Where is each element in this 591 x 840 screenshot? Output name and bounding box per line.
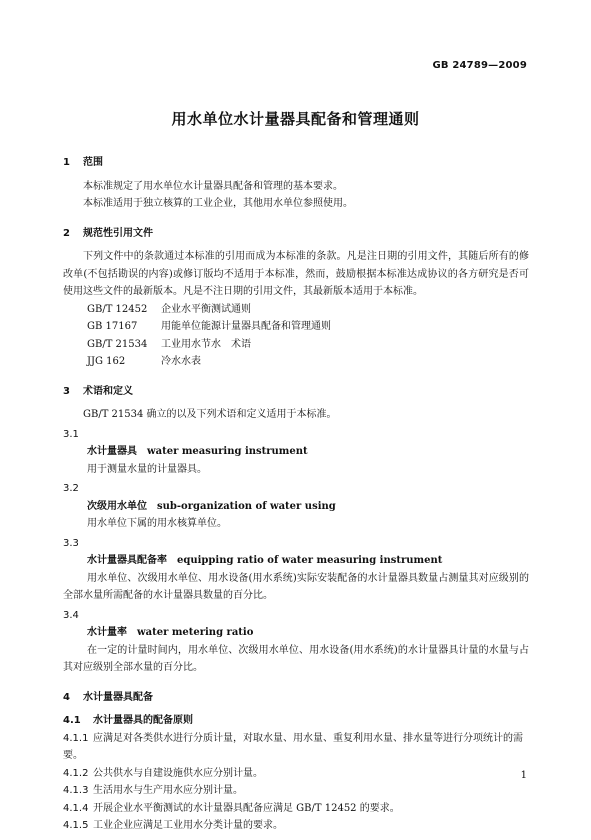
clause-item: 4.1.3 生活用水与生产用水应分别计量。 xyxy=(63,785,243,796)
clause-item: 4.1.2 公共供水与自建设施供水应分别计量。 xyxy=(63,767,263,779)
term-number: 3.1 xyxy=(63,428,79,440)
standard-code: GB 24789—2009 xyxy=(432,60,527,71)
document-title: 用水单位水计量器具配备和管理通则 xyxy=(171,110,420,128)
document-body xyxy=(63,154,529,835)
section-heading-scope: 1 范围 xyxy=(63,157,103,168)
term-name: 水计量器具配备率 equipping ratio of water measuring instrument xyxy=(87,555,443,566)
section-heading-instrument-equipping: 4 水计量器具配备 xyxy=(63,691,153,703)
term-definition: 用于测量水量的计量器具。 xyxy=(87,463,207,475)
term-number: 3.3 xyxy=(63,537,79,549)
clause-item: 4.1.1 应满足对各类供水进行分质计量，对取水量、用水量、重复利用水量、排水量等进行分项统计的需要。 xyxy=(63,732,523,761)
paragraph: GB/T 21534 确立的以及下列术语和定义适用于本标准。 xyxy=(83,409,337,420)
section-heading-terms-and-definitions: 3 术语和定义 xyxy=(63,385,133,397)
reference-item: GB/T 21534 工业用水节水 术语 xyxy=(87,338,251,350)
reference-item: GB/T 12452 企业水平衡测试通则 xyxy=(87,303,251,315)
term-definition: 在一定的计量时间内，用水单位、次级用水单位、用水设备(用水系统)的水计量器具计量的水量与占其对应级别全部水量的百分比。 xyxy=(63,644,529,673)
subsection-heading: 4.1 水计量器具的配备原则 xyxy=(63,715,193,726)
paragraph: 本标准适用于独立核算的工业企业，其他用水单位参照使用。 xyxy=(83,198,353,209)
paragraph: 下列文件中的条款通过本标准的引用而成为本标准的条款。凡是注日期的引用文件，其随后所有的修改单(不包括勘误的内容)或修订版均不适用于本标准，然而，鼓励根据本标准达成协议的各方研究是否可使用这些文件的最新版本。凡是不注日期的引用文件，其最新版本适用于本标准。 xyxy=(63,251,529,297)
term-number: 3.4 xyxy=(63,609,79,621)
clause-item: 4.1.5 工业企业应满足工业用水分类计量的要求。 xyxy=(63,820,283,831)
section-heading-normative-references: 2 规范性引用文件 xyxy=(63,227,153,239)
term-definition: 用水单位下属的用水核算单位。 xyxy=(87,518,227,529)
reference-item: GB 17167 用能单位能源计量器具配备和管理通则 xyxy=(87,321,331,332)
term-name: 水计量率 water metering ratio xyxy=(87,627,254,638)
term-name: 水计量器具 water measuring instrument xyxy=(87,446,308,457)
clause-item: 4.1.4 开展企业水平衡测试的水计量器具配备应满足 GB/T 12452 的要求。 xyxy=(63,802,400,814)
term-definition: 用水单位、次级用水单位、用水设备(用水系统)实际安装配备的水计量器具数量占测量其对应级别的全部水量所需配备的水计量器具数量的百分比。 xyxy=(63,572,529,601)
term-name: 次级用水单位 sub-organization of water using xyxy=(87,500,336,512)
page-number: 1 xyxy=(520,770,527,781)
reference-item: JJG 162 冷水水表 xyxy=(87,356,201,367)
term-number: 3.2 xyxy=(63,483,79,494)
paragraph: 本标准规定了用水单位水计量器具配备和管理的基本要求。 xyxy=(83,180,343,192)
